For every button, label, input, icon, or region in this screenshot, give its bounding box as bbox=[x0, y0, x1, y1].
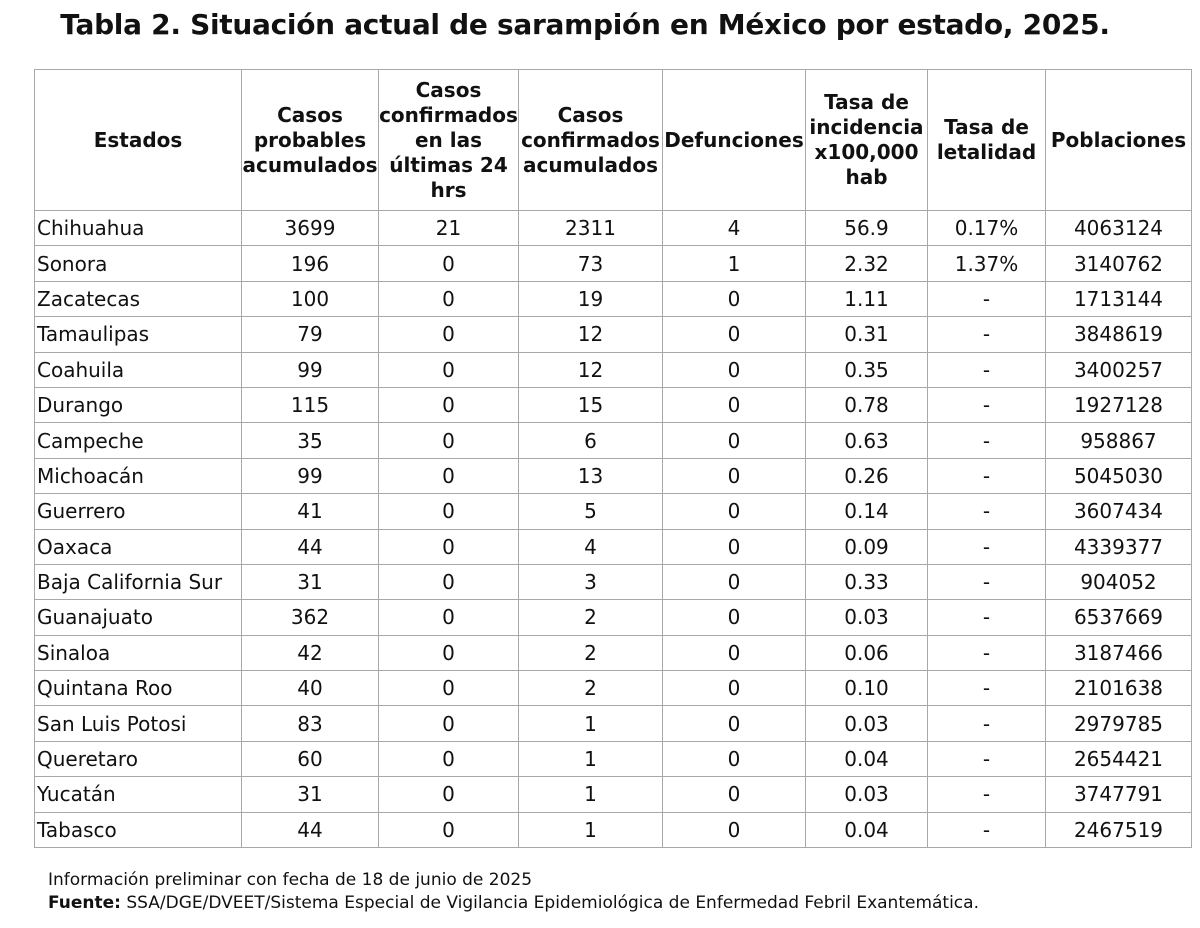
cell-confirmados-24h: 0 bbox=[379, 317, 519, 352]
cell-confirmados-24h: 0 bbox=[379, 635, 519, 670]
cell-poblacion: 2979785 bbox=[1046, 706, 1192, 741]
cell-defunciones: 0 bbox=[663, 352, 806, 387]
cell-tasa-incidencia: 0.04 bbox=[806, 812, 928, 847]
header-tasa-incidencia: Tasa de incidencia x100,000 hab bbox=[806, 70, 928, 211]
cell-casos-probables: 60 bbox=[242, 741, 379, 776]
cell-confirmados-24h: 0 bbox=[379, 458, 519, 493]
table-row bbox=[35, 706, 1192, 741]
cell-confirmados-acumulados: 2311 bbox=[519, 211, 663, 246]
measles-table bbox=[34, 69, 1192, 848]
cell-estado: Chihuahua bbox=[35, 211, 242, 246]
header-defunciones: Defunciones bbox=[663, 70, 806, 211]
cell-estado: Baja California Sur bbox=[35, 564, 242, 599]
cell-estado: Guanajuato bbox=[35, 600, 242, 635]
cell-tasa-incidencia: 0.03 bbox=[806, 777, 928, 812]
cell-tasa-incidencia: 56.9 bbox=[806, 211, 928, 246]
header-row bbox=[35, 70, 1192, 211]
cell-confirmados-acumulados: 1 bbox=[519, 777, 663, 812]
cell-confirmados-24h: 0 bbox=[379, 812, 519, 847]
cell-casos-probables: 196 bbox=[242, 246, 379, 281]
cell-casos-probables: 83 bbox=[242, 706, 379, 741]
cell-poblacion: 1927128 bbox=[1046, 387, 1192, 422]
cell-defunciones: 0 bbox=[663, 812, 806, 847]
cell-defunciones: 0 bbox=[663, 529, 806, 564]
cell-tasa-letalidad: - bbox=[928, 529, 1046, 564]
cell-casos-probables: 3699 bbox=[242, 211, 379, 246]
cell-poblacion: 904052 bbox=[1046, 564, 1192, 599]
cell-estado: Yucatán bbox=[35, 777, 242, 812]
table-title: Tabla 2. Situación actual de sarampión en México por estado, 2025. bbox=[60, 8, 1110, 41]
cell-estado: Sonora bbox=[35, 246, 242, 281]
cell-tasa-incidencia: 0.26 bbox=[806, 458, 928, 493]
table-row bbox=[35, 529, 1192, 564]
cell-confirmados-24h: 0 bbox=[379, 671, 519, 706]
cell-estado: Tamaulipas bbox=[35, 317, 242, 352]
cell-estado: Queretaro bbox=[35, 741, 242, 776]
cell-confirmados-24h: 0 bbox=[379, 529, 519, 564]
table-row bbox=[35, 741, 1192, 776]
table-row bbox=[35, 600, 1192, 635]
table-row bbox=[35, 494, 1192, 529]
table-row bbox=[35, 564, 1192, 599]
cell-tasa-letalidad: - bbox=[928, 281, 1046, 316]
cell-confirmados-acumulados: 19 bbox=[519, 281, 663, 316]
cell-confirmados-acumulados: 1 bbox=[519, 706, 663, 741]
cell-confirmados-24h: 0 bbox=[379, 564, 519, 599]
cell-estado: Campeche bbox=[35, 423, 242, 458]
table-row bbox=[35, 777, 1192, 812]
cell-confirmados-24h: 0 bbox=[379, 352, 519, 387]
cell-casos-probables: 99 bbox=[242, 458, 379, 493]
cell-tasa-letalidad: - bbox=[928, 706, 1046, 741]
cell-tasa-letalidad: - bbox=[928, 352, 1046, 387]
header-confirmados-24h: Casos confirmados en las últimas 24 hrs bbox=[379, 70, 519, 211]
cell-tasa-incidencia: 0.03 bbox=[806, 600, 928, 635]
cell-confirmados-24h: 0 bbox=[379, 246, 519, 281]
cell-confirmados-24h: 0 bbox=[379, 281, 519, 316]
cell-defunciones: 0 bbox=[663, 458, 806, 493]
cell-estado: Guerrero bbox=[35, 494, 242, 529]
cell-tasa-incidencia: 0.06 bbox=[806, 635, 928, 670]
cell-poblacion: 3400257 bbox=[1046, 352, 1192, 387]
cell-poblacion: 3187466 bbox=[1046, 635, 1192, 670]
cell-defunciones: 0 bbox=[663, 494, 806, 529]
cell-tasa-letalidad: - bbox=[928, 564, 1046, 599]
source-label: Fuente: bbox=[48, 893, 121, 913]
cell-confirmados-24h: 0 bbox=[379, 494, 519, 529]
cell-tasa-letalidad: 0.17% bbox=[928, 211, 1046, 246]
cell-poblacion: 958867 bbox=[1046, 423, 1192, 458]
cell-confirmados-24h: 0 bbox=[379, 706, 519, 741]
cell-casos-probables: 35 bbox=[242, 423, 379, 458]
cell-tasa-letalidad: - bbox=[928, 812, 1046, 847]
header-casos-probables: Casos probables acumulados bbox=[242, 70, 379, 211]
cell-casos-probables: 362 bbox=[242, 600, 379, 635]
cell-poblacion: 3607434 bbox=[1046, 494, 1192, 529]
cell-defunciones: 0 bbox=[663, 281, 806, 316]
table-row bbox=[35, 671, 1192, 706]
cell-confirmados-acumulados: 73 bbox=[519, 246, 663, 281]
cell-confirmados-24h: 21 bbox=[379, 211, 519, 246]
cell-tasa-letalidad: - bbox=[928, 777, 1046, 812]
cell-confirmados-24h: 0 bbox=[379, 423, 519, 458]
table-row bbox=[35, 423, 1192, 458]
cell-defunciones: 0 bbox=[663, 564, 806, 599]
cell-tasa-incidencia: 0.78 bbox=[806, 387, 928, 422]
cell-confirmados-24h: 0 bbox=[379, 777, 519, 812]
table-row bbox=[35, 387, 1192, 422]
cell-confirmados-acumulados: 5 bbox=[519, 494, 663, 529]
cell-estado: San Luis Potosi bbox=[35, 706, 242, 741]
cell-casos-probables: 41 bbox=[242, 494, 379, 529]
cell-casos-probables: 115 bbox=[242, 387, 379, 422]
cell-tasa-letalidad: - bbox=[928, 600, 1046, 635]
cell-tasa-incidencia: 0.33 bbox=[806, 564, 928, 599]
cell-tasa-incidencia: 0.03 bbox=[806, 706, 928, 741]
cell-confirmados-acumulados: 12 bbox=[519, 317, 663, 352]
cell-estado: Coahuila bbox=[35, 352, 242, 387]
cell-defunciones: 0 bbox=[663, 423, 806, 458]
cell-tasa-letalidad: 1.37% bbox=[928, 246, 1046, 281]
cell-poblacion: 2654421 bbox=[1046, 741, 1192, 776]
cell-estado: Sinaloa bbox=[35, 635, 242, 670]
cell-tasa-letalidad: - bbox=[928, 741, 1046, 776]
header-tasa-letalidad: Tasa de letalidad bbox=[928, 70, 1046, 211]
cell-tasa-letalidad: - bbox=[928, 387, 1046, 422]
cell-poblacion: 4339377 bbox=[1046, 529, 1192, 564]
cell-casos-probables: 100 bbox=[242, 281, 379, 316]
cell-tasa-incidencia: 0.04 bbox=[806, 741, 928, 776]
cell-tasa-incidencia: 0.14 bbox=[806, 494, 928, 529]
cell-defunciones: 0 bbox=[663, 706, 806, 741]
cell-casos-probables: 99 bbox=[242, 352, 379, 387]
cell-casos-probables: 44 bbox=[242, 529, 379, 564]
cell-casos-probables: 31 bbox=[242, 777, 379, 812]
cell-poblacion: 1713144 bbox=[1046, 281, 1192, 316]
cell-casos-probables: 79 bbox=[242, 317, 379, 352]
cell-poblacion: 3848619 bbox=[1046, 317, 1192, 352]
cell-confirmados-acumulados: 15 bbox=[519, 387, 663, 422]
table-row bbox=[35, 211, 1192, 246]
cell-casos-probables: 42 bbox=[242, 635, 379, 670]
table-row bbox=[35, 458, 1192, 493]
cell-confirmados-acumulados: 13 bbox=[519, 458, 663, 493]
preliminary-note: Información preliminar con fecha de 18 de junio de 2025 bbox=[48, 870, 533, 890]
cell-confirmados-24h: 0 bbox=[379, 600, 519, 635]
cell-tasa-letalidad: - bbox=[928, 458, 1046, 493]
source-text: SSA/DGE/DVEET/Sistema Especial de Vigilancia Epidemiológica de Enfermedad Febril Exantemática. bbox=[120, 893, 979, 913]
cell-confirmados-acumulados: 4 bbox=[519, 529, 663, 564]
cell-defunciones: 0 bbox=[663, 600, 806, 635]
cell-poblacion: 3140762 bbox=[1046, 246, 1192, 281]
cell-confirmados-acumulados: 2 bbox=[519, 671, 663, 706]
cell-defunciones: 0 bbox=[663, 741, 806, 776]
cell-defunciones: 0 bbox=[663, 671, 806, 706]
cell-estado: Durango bbox=[35, 387, 242, 422]
cell-estado: Tabasco bbox=[35, 812, 242, 847]
header-poblaciones: Poblaciones bbox=[1046, 70, 1192, 211]
cell-tasa-incidencia: 0.10 bbox=[806, 671, 928, 706]
cell-tasa-letalidad: - bbox=[928, 423, 1046, 458]
cell-estado: Michoacán bbox=[35, 458, 242, 493]
cell-confirmados-acumulados: 1 bbox=[519, 812, 663, 847]
cell-confirmados-acumulados: 6 bbox=[519, 423, 663, 458]
table-notes bbox=[48, 869, 979, 915]
cell-defunciones: 0 bbox=[663, 317, 806, 352]
table-row bbox=[35, 812, 1192, 847]
cell-tasa-letalidad: - bbox=[928, 635, 1046, 670]
cell-tasa-letalidad: - bbox=[928, 494, 1046, 529]
table-row bbox=[35, 352, 1192, 387]
cell-defunciones: 0 bbox=[663, 777, 806, 812]
cell-casos-probables: 40 bbox=[242, 671, 379, 706]
cell-tasa-incidencia: 1.11 bbox=[806, 281, 928, 316]
cell-confirmados-24h: 0 bbox=[379, 741, 519, 776]
cell-tasa-letalidad: - bbox=[928, 317, 1046, 352]
cell-confirmados-acumulados: 2 bbox=[519, 600, 663, 635]
cell-tasa-letalidad: - bbox=[928, 671, 1046, 706]
cell-tasa-incidencia: 0.35 bbox=[806, 352, 928, 387]
cell-tasa-incidencia: 2.32 bbox=[806, 246, 928, 281]
cell-defunciones: 1 bbox=[663, 246, 806, 281]
header-confirmados-acumulados: Casos confirmados acumulados bbox=[519, 70, 663, 211]
cell-casos-probables: 31 bbox=[242, 564, 379, 599]
cell-poblacion: 4063124 bbox=[1046, 211, 1192, 246]
cell-poblacion: 2467519 bbox=[1046, 812, 1192, 847]
table-body bbox=[35, 211, 1192, 848]
cell-confirmados-24h: 0 bbox=[379, 387, 519, 422]
cell-poblacion: 3747791 bbox=[1046, 777, 1192, 812]
cell-poblacion: 5045030 bbox=[1046, 458, 1192, 493]
source-note bbox=[48, 892, 979, 915]
cell-tasa-incidencia: 0.09 bbox=[806, 529, 928, 564]
cell-defunciones: 4 bbox=[663, 211, 806, 246]
cell-poblacion: 6537669 bbox=[1046, 600, 1192, 635]
table-row bbox=[35, 317, 1192, 352]
cell-confirmados-acumulados: 12 bbox=[519, 352, 663, 387]
cell-confirmados-acumulados: 3 bbox=[519, 564, 663, 599]
table-row bbox=[35, 281, 1192, 316]
cell-confirmados-acumulados: 2 bbox=[519, 635, 663, 670]
cell-estado: Oaxaca bbox=[35, 529, 242, 564]
cell-poblacion: 2101638 bbox=[1046, 671, 1192, 706]
table-row bbox=[35, 635, 1192, 670]
table-row bbox=[35, 246, 1192, 281]
cell-casos-probables: 44 bbox=[242, 812, 379, 847]
cell-defunciones: 0 bbox=[663, 635, 806, 670]
header-estados: Estados bbox=[35, 70, 242, 211]
cell-estado: Quintana Roo bbox=[35, 671, 242, 706]
cell-confirmados-acumulados: 1 bbox=[519, 741, 663, 776]
cell-tasa-incidencia: 0.63 bbox=[806, 423, 928, 458]
cell-tasa-incidencia: 0.31 bbox=[806, 317, 928, 352]
cell-defunciones: 0 bbox=[663, 387, 806, 422]
cell-estado: Zacatecas bbox=[35, 281, 242, 316]
